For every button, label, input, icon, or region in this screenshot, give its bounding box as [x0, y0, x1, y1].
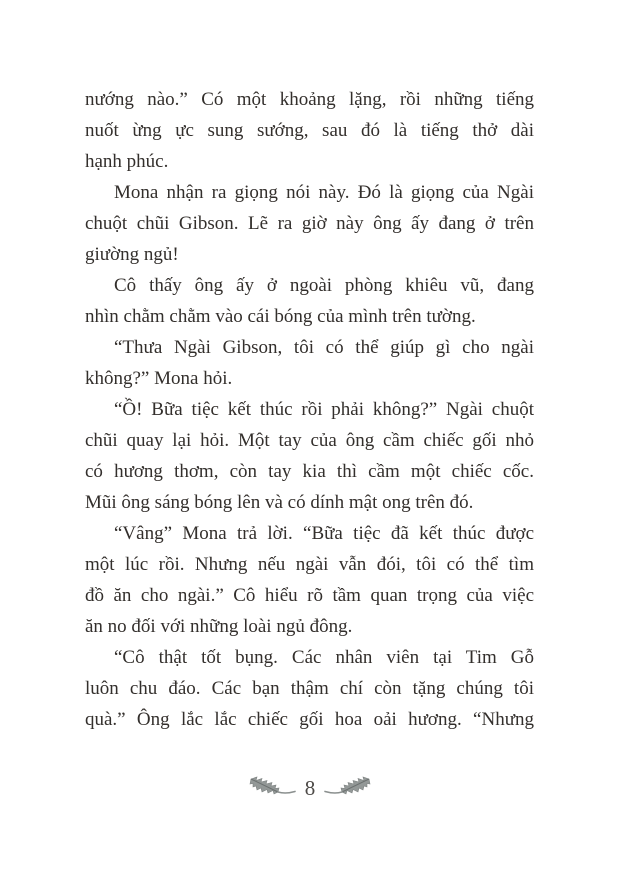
- text-line: luôn chu đáo. Các bạn thậm chí còn tặng chúng tôi: [85, 678, 534, 699]
- text-line: quà.” Ông lắc lắc chiếc gối hoa oải hương. “Nhưng: [85, 709, 534, 730]
- text-line: chuột chũi Gibson. Lẽ ra giờ này ông ấy đang ở trên: [85, 213, 534, 234]
- text-line: không?” Mona hỏi.: [85, 368, 233, 389]
- leaf-ornament-right-icon: [322, 776, 372, 800]
- text-line: Mona nhận ra giọng nói này. Đó là giọng của Ngài: [114, 182, 534, 203]
- text-line: ăn no đối với những loài ngủ đông.: [85, 616, 353, 637]
- text-line: nuốt ừng ực sung sướng, sau đó là tiếng thở dài: [85, 120, 534, 141]
- text-line: đồ ăn cho ngài.” Cô hiểu rõ tầm quan trọng của việc: [85, 585, 534, 606]
- paragraph: [85, 642, 534, 735]
- text-line: “Ồ! Bữa tiệc kết thúc rồi phải không?” Ngài chuột: [114, 399, 534, 420]
- text-line: một lúc rồi. Nhưng nếu ngài vẫn đói, tôi có thể tìm: [85, 554, 534, 575]
- text-line: nướng nào.” Có một khoảng lặng, rồi những tiếng: [85, 89, 534, 110]
- paragraph: [85, 332, 534, 394]
- text-line: “Thưa Ngài Gibson, tôi có thể giúp gì cho ngài: [114, 337, 534, 358]
- page-footer: [0, 776, 620, 800]
- page-number: 8: [304, 776, 316, 800]
- leaf-ornament-left-icon: [248, 776, 298, 800]
- text-line: “Vâng” Mona trả lời. “Bữa tiệc đã kết thúc được: [114, 523, 534, 544]
- paragraph: [85, 84, 534, 177]
- page-text: [85, 84, 534, 735]
- text-line: có hương thơm, còn tay kia thì cầm một chiếc cốc.: [85, 461, 534, 482]
- text-line: Mũi ông sáng bóng lên và có dính mật ong trên đó.: [85, 492, 474, 513]
- text-line: chũi quay lại hỏi. Một tay của ông cầm chiếc gối nhỏ: [85, 430, 534, 451]
- text-line: giường ngủ!: [85, 244, 179, 265]
- text-line: hạnh phúc.: [85, 151, 169, 172]
- text-line: Cô thấy ông ấy ở ngoài phòng khiêu vũ, đang: [114, 275, 534, 296]
- text-line: “Cô thật tốt bụng. Các nhân viên tại Tim Gỗ: [114, 647, 534, 668]
- paragraph: [85, 394, 534, 518]
- paragraph: [85, 518, 534, 642]
- text-line: nhìn chằm chằm vào cái bóng của mình trên tường.: [85, 306, 476, 327]
- paragraph: [85, 177, 534, 270]
- paragraph: [85, 270, 534, 332]
